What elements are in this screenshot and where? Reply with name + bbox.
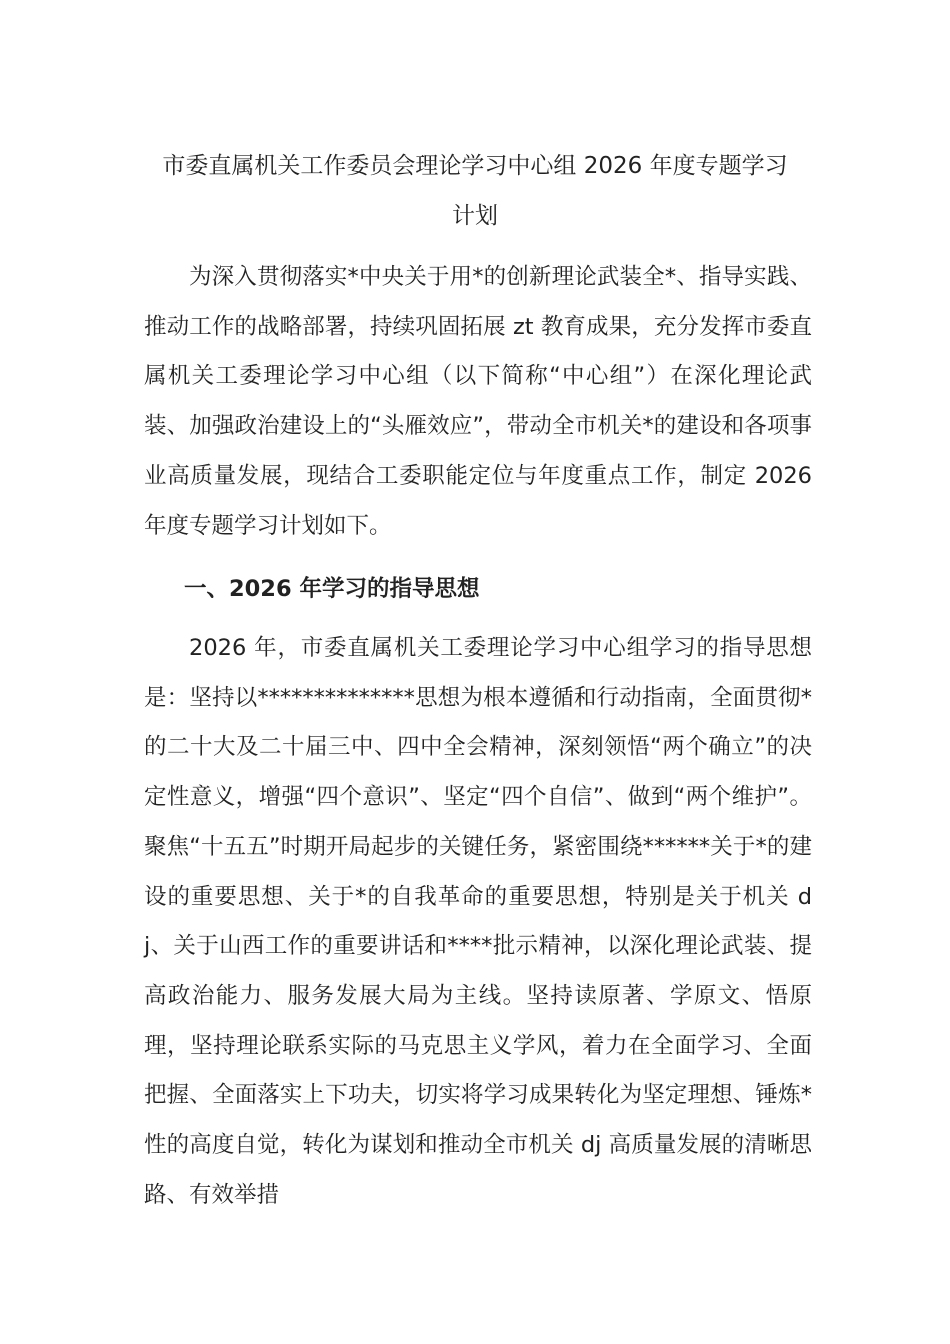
document-title-line-1: 市委直属机关工作委员会理论学习中心组 2026 年度专题学习 [162,153,788,179]
section-1-heading: 一、2026 年学习的指导思想 [184,576,480,602]
guiding-thought-paragraph: 2026 年，市委直属机关工委理论学习中心组学习的指导思想是：坚持以**************思想为根本遵循和行动指南，全面贯彻*的二十大及二十届三中、四中全会精神，深刻领悟“两个确立”的决定性意义，增强“四个意识”、坚定“四个自信”、做到“两个维护”。聚焦“十五五”时期开局起步的关键任务，紧密围绕******关于*的建设的重要思想、关于*的自我革命的重要思想，特别是关于机关 dj、关于山西工作的重要讲话和****批示精神，以深化理论武装、提高政治能力、服务发展大局为主线。坚持读原著、学原文、悟原理，坚持理论联系实际的马克思主义学风，着力在全面学习、全面把握、全面落实上下功夫，切实将学习成果转化为坚定理想、锤炼*性的高度自觉，转化为谋划和推动全市机关 dj 高质量发展的清晰思路、有效举措 [144,635,812,1208]
document-title-line-2: 计划 [452,203,498,229]
intro-paragraph: 为深入贯彻落实*中央关于用*的创新理论武装全*、指导实践、推动工作的战略部署，持续巩固拓展 zt 教育成果，充分发挥市委直属机关工委理论学习中心组（以下简称“中心组”）在深化理论武装、加强政治建设上的“头雁效应”，带动全市机关*的建设和各项事业高质量发展，现结合工委职能定位与年度重点工作，制定 2026 年度专题学习计划如下。 [144,264,812,539]
